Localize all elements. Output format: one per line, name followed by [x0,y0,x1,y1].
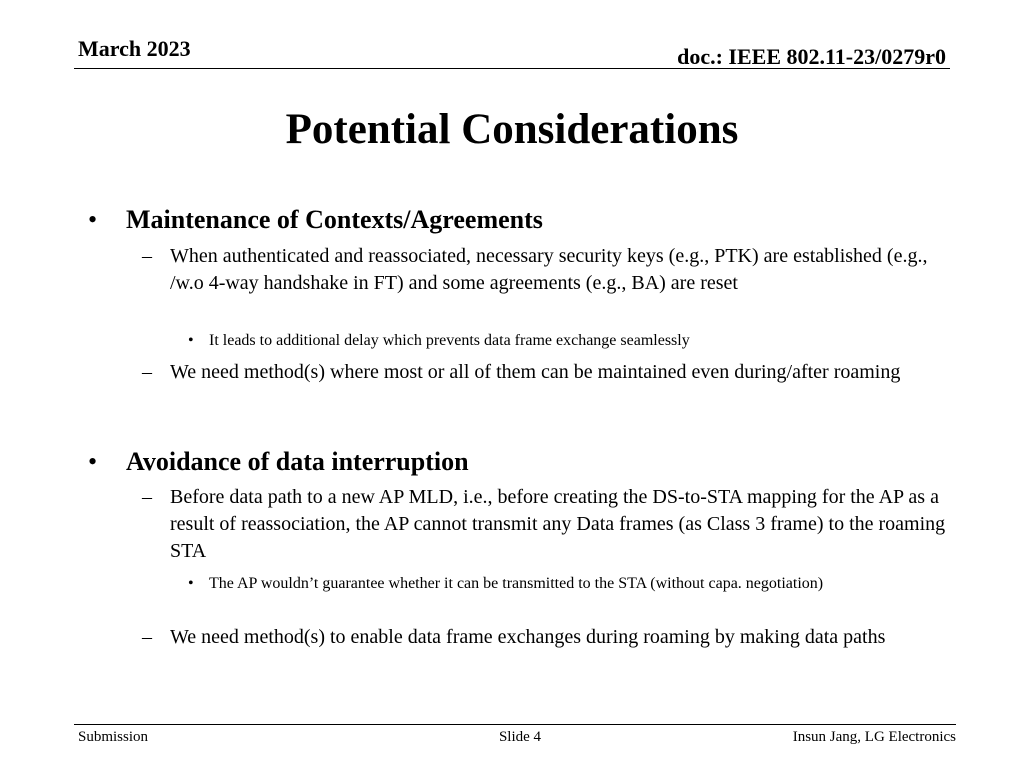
sub-sub-bullet-text: The AP wouldn’t guarantee whether it can be transmitted to the STA (without capa. negotiation) [209,575,824,592]
footer-submission: Submission [78,729,149,745]
bullet-heading: Maintenance of Contexts/Agreements [126,205,543,234]
footer-author: Insun Jang, LG Electronics [792,729,956,745]
sub-sub-bullet-text: It leads to additional delay which prevents data frame exchange seamlessly [209,332,690,349]
bullet-icon: • [88,205,98,234]
footer-slide-number: Slide 4 [498,729,542,745]
bullet-icon: • [88,447,98,476]
header-date: March 2023 [78,36,191,61]
sub-bullet-text: We need method(s) to enable data frame exchanges during roaming by making data paths [170,626,886,648]
header-doc-id: doc.: IEEE 802.11-23/0279r0 [677,44,946,69]
footer-divider [74,724,956,725]
bullet-icon: • [188,575,194,592]
dash-icon: – [142,486,152,508]
dash-icon: – [142,245,152,267]
bullet-heading: Avoidance of data interruption [126,447,469,476]
dash-icon: – [142,361,152,383]
dash-icon: – [142,626,152,648]
sub-bullet-text: We need method(s) where most or all of them can be maintained even during/after roaming [170,361,901,383]
sub-bullet-text: When authenticated and reassociated, necessary security keys (e.g., PTK) are established (e.g., /w.o 4-way handshake in FT) and some agreements (e.g., BA) are reset [170,245,928,294]
bullet-icon: • [188,332,194,349]
sub-bullet-text: Before data path to a new AP MLD, i.e., before creating the DS-to-STA mapping for the AP as a result of reassociation, the AP cannot transmit any Data frames (as Class 3 frame) to the roaming STA [170,486,946,562]
slide-title: Potential Considerations [285,106,739,153]
